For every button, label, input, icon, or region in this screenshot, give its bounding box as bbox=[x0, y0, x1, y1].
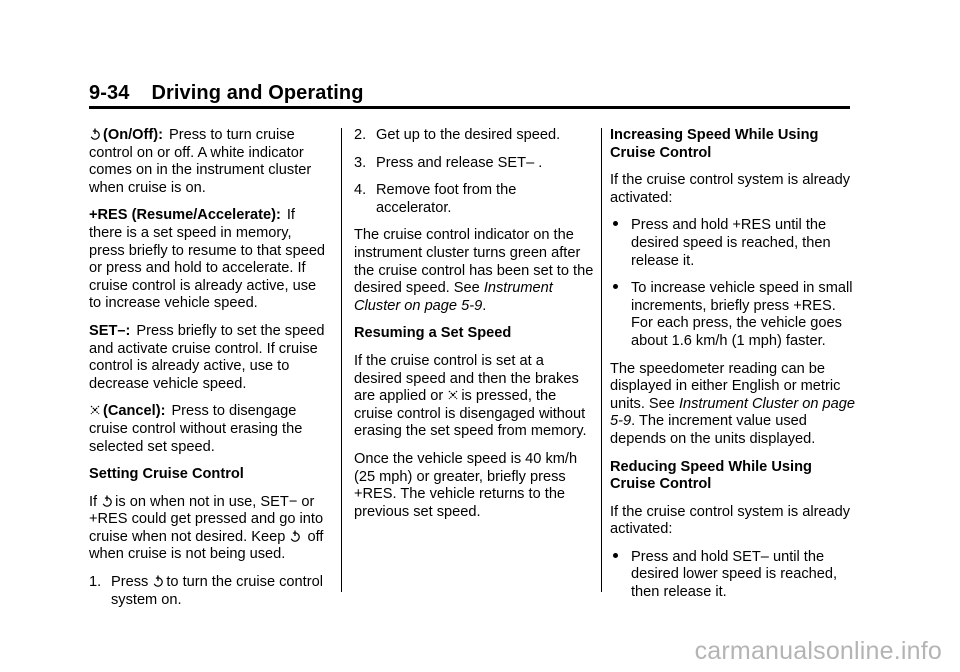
setting-heading: Setting Cruise Control bbox=[89, 466, 244, 483]
list-item bbox=[610, 217, 856, 270]
resume-heading: Resuming a Set Speed bbox=[354, 325, 512, 342]
indicator-end: . bbox=[482, 297, 487, 314]
column-divider-left bbox=[341, 128, 342, 592]
onoff-text: Press to turn cruise control on or off. A white indicator comes on in the instrument cluster when cruise is on. bbox=[89, 127, 312, 196]
step-4-text: Remove foot from the accelerator. bbox=[376, 182, 517, 216]
column-right bbox=[610, 127, 856, 612]
section-title: Driving and Operating bbox=[151, 82, 364, 104]
speedo-text: The speedometer reading can be displayed in either English or metric units. See bbox=[610, 360, 841, 412]
header-text bbox=[89, 82, 364, 105]
reduce-bullet-1: Press and hold SET– until the desired lower speed is reached, then release it. bbox=[631, 548, 838, 601]
set-text: Press briefly to set the speed and activate cruise control. If cruise control is already active, use to decrease vehicle speed. bbox=[89, 322, 325, 392]
cancel-label: (Cancel): bbox=[103, 403, 166, 420]
step-number: 3. bbox=[354, 154, 367, 171]
list-item bbox=[610, 280, 856, 350]
instrument-cluster-link[interactable]: Instrument Cluster on page 5-9 bbox=[354, 280, 553, 314]
increase-heading: Increasing Speed While Using Cruise Control bbox=[610, 127, 819, 161]
set-label: SET–: bbox=[89, 322, 131, 339]
indicator-paragraph bbox=[354, 227, 594, 315]
setting-text-3: off when cruise is not being used. bbox=[89, 528, 324, 563]
cancel-text: Press to disengage cruise control without erasing the selected set speed. bbox=[89, 403, 303, 455]
step-3-text: Press and release SET– . bbox=[376, 154, 543, 171]
page-header bbox=[89, 82, 850, 109]
watermark: carmanualsonline.info bbox=[694, 637, 942, 665]
column-left bbox=[89, 127, 329, 619]
cruise-cancel-icon bbox=[89, 404, 101, 416]
step-1-text-a: Press bbox=[111, 574, 149, 591]
res-paragraph bbox=[89, 207, 329, 313]
reduce-heading: Reducing Speed While Using Cruise Control bbox=[610, 458, 812, 493]
speedo-paragraph bbox=[610, 361, 856, 449]
reduce-intro: If the cruise control system is already activated: bbox=[610, 503, 851, 538]
indicator-text: The cruise control indicator on the instrument cluster turns green after the cruise control has been set to the desired speed. See bbox=[354, 227, 594, 297]
list-item bbox=[610, 549, 856, 602]
step-number: 2. bbox=[354, 127, 367, 143]
bullet-icon bbox=[610, 217, 631, 270]
setting-paragraph bbox=[89, 494, 329, 564]
cancel-paragraph bbox=[89, 403, 329, 456]
page-number: 9-34 bbox=[89, 82, 130, 104]
res-label: +RES (Resume/Accelerate): bbox=[89, 207, 281, 224]
resume-paragraph-2: Once the vehicle speed is 40 km/h (25 mph) or greater, briefly press +RES. The vehicle returns to the previous set speed. bbox=[354, 450, 578, 520]
setting-text-2: is on when not in use, SET− or +RES could get pressed and go into cruise when not desired. Keep bbox=[89, 493, 324, 545]
step-1-text-b: to turn the cruise control system on. bbox=[111, 574, 323, 608]
cruise-cancel-icon bbox=[447, 389, 459, 401]
onoff-paragraph bbox=[89, 127, 329, 197]
cruise-control-onoff-icon bbox=[152, 575, 164, 587]
resume-text-2: is pressed, the cruise control is disengaged without erasing the set speed from memory. bbox=[354, 388, 587, 440]
column-divider-right bbox=[601, 128, 602, 592]
cruise-control-onoff-icon bbox=[89, 128, 101, 140]
bullet-icon bbox=[610, 280, 631, 350]
step-3 bbox=[354, 155, 594, 173]
step-1 bbox=[89, 574, 329, 609]
cruise-control-onoff-icon bbox=[289, 530, 301, 542]
column-middle bbox=[354, 127, 594, 531]
resume-paragraph-1 bbox=[354, 353, 594, 441]
step-number: 4. bbox=[354, 182, 367, 199]
step-2-text: Get up to the desired speed. bbox=[376, 127, 561, 143]
increase-bullet-1: Press and hold +RES until the desired speed is reached, then release it. bbox=[631, 217, 831, 269]
onoff-label: (On/Off): bbox=[103, 127, 163, 143]
step-4 bbox=[354, 182, 594, 217]
step-1-text bbox=[111, 574, 329, 609]
cruise-control-onoff-icon bbox=[101, 495, 113, 507]
step-2 bbox=[354, 127, 594, 145]
increase-bullet-2: To increase vehicle speed in small increments, briefly press +RES. For each press, the vehicle goes about 1.6 km/h (1 mph) faster. bbox=[631, 280, 853, 349]
increase-intro: If the cruise control system is already activated: bbox=[610, 172, 851, 206]
res-text: If there is a set speed in memory, press briefly to resume to that speed or press and hold to accelerate. If cruise control is already active, use to increase vehicle speed. bbox=[89, 207, 326, 312]
instrument-cluster-link[interactable]: Instrument Cluster on page 5-9 bbox=[610, 395, 855, 430]
set-paragraph bbox=[89, 323, 329, 393]
setting-text-1: If bbox=[89, 493, 98, 510]
step-number: 1. bbox=[89, 574, 102, 591]
bullet-icon bbox=[610, 549, 631, 602]
speedo-end: . The increment value used depends on the units displayed. bbox=[610, 413, 816, 447]
resume-text-1: If the cruise control is set at a desired speed and then the brakes are applied or bbox=[354, 352, 579, 405]
